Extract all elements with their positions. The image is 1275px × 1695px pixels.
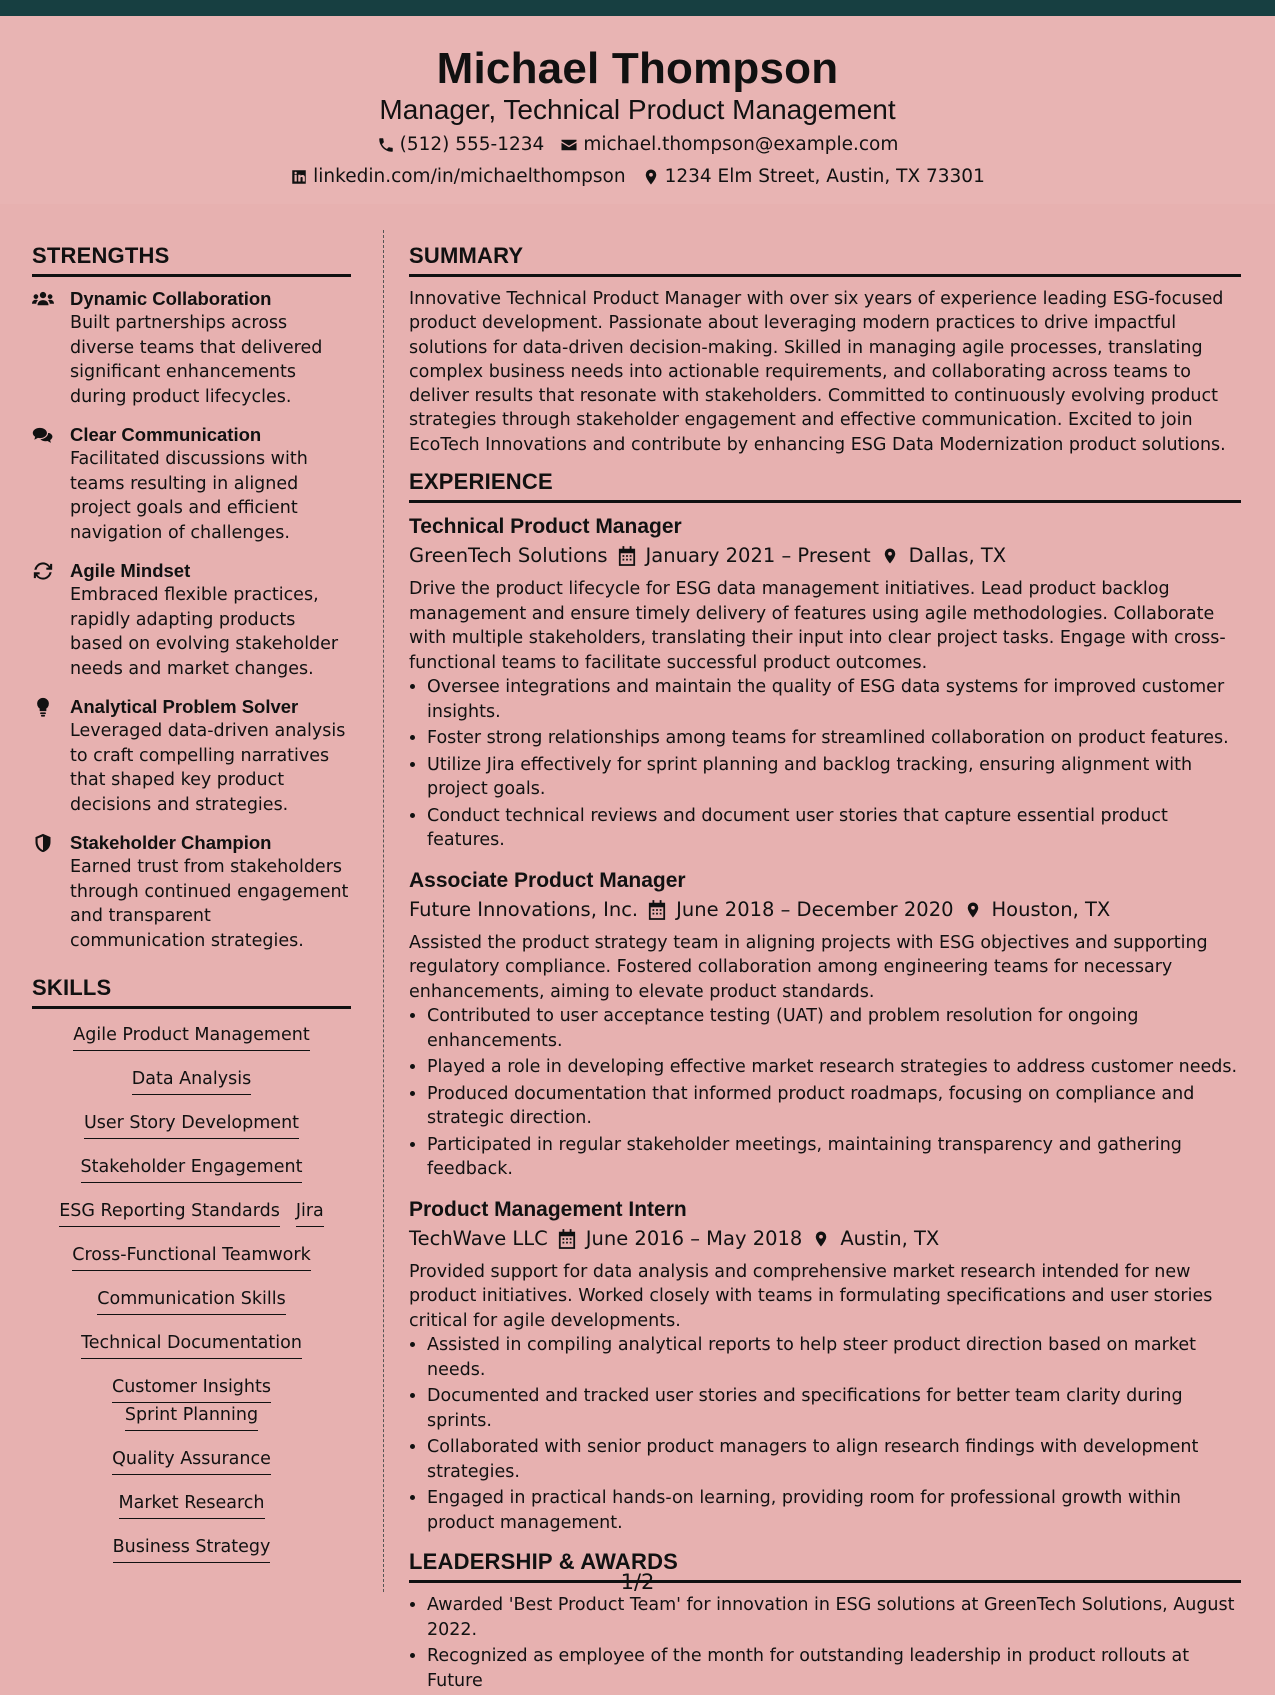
- email-contact[interactable]: [560, 134, 898, 155]
- list-item: • Contributed to user acceptance testing (UAT) and problem resolution for ongoing enhancements.: [427, 1004, 1241, 1053]
- linkedin-text[interactable]: linkedin.com/in/michaelthompson: [313, 166, 626, 187]
- page-number: 1/2: [620, 1570, 655, 1594]
- strength-item: [32, 287, 351, 409]
- experience-heading: EXPERIENCE: [409, 469, 1241, 503]
- comments-icon: [32, 425, 54, 445]
- right-column: [409, 243, 1241, 1695]
- job-description: Provided support for data analysis and comprehensive market research intended for new product initiatives. Worked closely with teams in formulating specifications and user stories critical for agile developments.: [409, 1261, 1213, 1331]
- phone-icon: [377, 136, 395, 154]
- map-marker-icon: [881, 546, 899, 566]
- column-divider: [383, 230, 384, 1592]
- list-item: • Utilize Jira effectively for sprint planning and backlog tracking, ensuring alignment with project goals.: [427, 753, 1241, 802]
- map-marker-icon: [964, 900, 982, 920]
- job-entry: [409, 1196, 1241, 1536]
- strength-desc: Facilitated discussions with teams resulting in aligned project goals and efficient navigation of challenges.: [70, 449, 308, 543]
- linkedin-contact[interactable]: [290, 166, 625, 187]
- job-location: Austin, TX: [840, 1226, 940, 1250]
- strength-title: Agile Mindset: [70, 560, 191, 581]
- job-company: Future Innovations, Inc.: [409, 897, 639, 921]
- job-description: Drive the product lifecycle for ESG data management initiatives. Lead product backlog management and ensure timely delivery of features using agile methodologies. Collaborate with multiple stakeholders, translating their input into clear project tasks. Engage with cross-functional teams to facilitate successful product outcomes.: [409, 579, 1226, 673]
- skill-tag: Quality Assurance: [112, 1447, 271, 1475]
- list-item: • Participated in regular stakeholder meetings, maintaining transparency and gathering feedback.: [427, 1133, 1241, 1182]
- list-item: • Documented and tracked user stories and specifications for better team clarity during sprints.: [427, 1384, 1241, 1433]
- job-entry: [409, 513, 1241, 853]
- strengths-heading: STRENGTHS: [32, 243, 351, 277]
- strength-item: [32, 559, 351, 681]
- envelope-icon: [560, 136, 578, 154]
- strength-desc: Earned trust from stakeholders through continued engagement and transparent communication strategies.: [70, 857, 349, 951]
- calendar-icon: [558, 1229, 576, 1249]
- job-bullets: [409, 1004, 1241, 1182]
- strength-item: [32, 695, 351, 817]
- skill-tag: Cross-Functional Teamwork: [72, 1243, 310, 1271]
- strength-item: [32, 423, 351, 545]
- top-bar: [0, 0, 1275, 16]
- linkedin-icon: [290, 168, 308, 186]
- strength-title: Analytical Problem Solver: [70, 696, 299, 717]
- phone-text: (512) 555-1234: [399, 134, 545, 155]
- skill-tag: Stakeholder Engagement: [81, 1155, 303, 1183]
- contact-row-2: [0, 166, 1275, 187]
- calendar-icon: [618, 546, 636, 566]
- strength-desc: Built partnerships across diverse teams that delivered significant enhancements during product lifecycles.: [70, 313, 323, 407]
- resume-header: [0, 16, 1275, 204]
- list-item: • Collaborated with senior product managers to align research findings with development strategies.: [427, 1435, 1241, 1484]
- skill-tag: ESG Reporting Standards: [59, 1199, 280, 1227]
- job-bullets: [409, 675, 1241, 853]
- list-item: • Played a role in developing effective market research strategies to address customer needs.: [427, 1055, 1241, 1080]
- list-item: • Conduct technical reviews and document user stories that capture essential product features.: [427, 804, 1241, 853]
- skills-heading: SKILLS: [32, 975, 351, 1009]
- awards-heading: LEADERSHIP & AWARDS: [409, 1549, 1241, 1583]
- skill-tag: Technical Documentation: [81, 1331, 302, 1359]
- list-item: • Assisted in compiling analytical reports to help steer product direction based on market needs.: [427, 1333, 1241, 1382]
- lightbulb-icon: [32, 697, 54, 717]
- strength-title: Stakeholder Champion: [70, 832, 272, 853]
- strength-item: [32, 831, 351, 953]
- shield-icon: [32, 833, 54, 853]
- list-item: • Engaged in practical hands-on learning, providing room for professional growth within product management.: [427, 1486, 1241, 1535]
- list-item: • Oversee integrations and maintain the quality of ESG data systems for improved customer insights.: [427, 675, 1241, 724]
- job-dates: January 2021 – Present: [645, 544, 871, 568]
- skill-tag: Sprint Planning: [125, 1403, 258, 1431]
- job-dates: June 2018 – December 2020: [676, 897, 954, 921]
- calendar-icon: [648, 900, 666, 920]
- phone-contact: [377, 134, 545, 155]
- skill-tag: Market Research: [119, 1491, 265, 1519]
- list-item: • Produced documentation that informed product roadmaps, focusing on compliance and strategic direction.: [427, 1082, 1241, 1131]
- skill-tag: Agile Product Management: [73, 1023, 309, 1051]
- skill-tag: Customer Insights: [112, 1375, 271, 1403]
- address-contact: [642, 166, 985, 187]
- address-text: 1234 Elm Street, Austin, TX 73301: [664, 166, 985, 187]
- strength-title: Clear Communication: [70, 424, 262, 445]
- job-meta: [409, 895, 1241, 925]
- skills-list: [32, 1023, 351, 1563]
- summary-heading: SUMMARY: [409, 243, 1241, 277]
- job-company: TechWave LLC: [409, 1226, 548, 1250]
- skill-tag: User Story Development: [84, 1111, 299, 1139]
- job-meta: [409, 1224, 1241, 1254]
- job-dates: June 2016 – May 2018: [585, 1226, 803, 1250]
- strength-desc: Leveraged data-driven analysis to craft compelling narratives that shaped key product decisions and strategies.: [70, 721, 346, 815]
- contact-row-1: [0, 134, 1275, 155]
- job-company: GreenTech Solutions: [409, 544, 608, 568]
- job-description: Assisted the product strategy team in aligning projects with ESG objectives and supporting regulatory compliance. Fostered collaboration among engineering teams for necessary enhancements, aiming to elevate product standards.: [409, 932, 1208, 1002]
- job-title: Associate Product Manager: [409, 868, 686, 892]
- list-item: • Recognized as employee of the month for outstanding leadership in product rollouts at Future: [427, 1644, 1241, 1693]
- skill-tag: Business Strategy: [113, 1535, 271, 1563]
- awards-list: [409, 1593, 1241, 1693]
- skill-tag: Communication Skills: [97, 1287, 285, 1315]
- job-title: Product Management Intern: [409, 1197, 687, 1221]
- skill-tag: Jira: [296, 1199, 324, 1227]
- map-marker-icon: [642, 168, 660, 186]
- email-text[interactable]: michael.thompson@example.com: [583, 134, 899, 155]
- map-marker-icon: [812, 1229, 830, 1249]
- job-location: Houston, TX: [991, 897, 1111, 921]
- candidate-title: Manager, Technical Product Management: [379, 94, 896, 125]
- candidate-name: Michael Thompson: [436, 44, 839, 93]
- users-icon: [32, 289, 54, 309]
- job-title: Technical Product Manager: [409, 515, 682, 539]
- left-column: [32, 243, 351, 1579]
- job-meta: [409, 541, 1241, 571]
- sync-icon: [32, 561, 54, 581]
- job-location: Dallas, TX: [908, 544, 1007, 568]
- job-entry: [409, 867, 1241, 1182]
- strength-desc: Embraced flexible practices, rapidly adapting products based on evolving stakeholder needs and market changes.: [70, 585, 339, 679]
- summary-text: Innovative Technical Product Manager with over six years of experience leading ESG-focused product development. Passionate about leveraging modern practices to drive impactful solutions for data-driven decision-making. Skilled in managing agile processes, translating complex business needs into actionable requirements, and collaborating across teams to deliver results that resonate with stakeholders. Committed to continuously evolving product strategies through stakeholder engagement and effective communication. Excited to join EcoTech Innovations and contribute by enhancing ESG Data Modernization product solutions.: [409, 289, 1226, 455]
- list-item: • Foster strong relationships among teams for streamlined collaboration on product features.: [427, 726, 1241, 751]
- list-item: • Awarded 'Best Product Team' for innovation in ESG solutions at GreenTech Solutions, August 2022.: [427, 1593, 1241, 1642]
- strength-title: Dynamic Collaboration: [70, 288, 272, 309]
- job-bullets: [409, 1333, 1241, 1535]
- skill-tag: Data Analysis: [132, 1067, 251, 1095]
